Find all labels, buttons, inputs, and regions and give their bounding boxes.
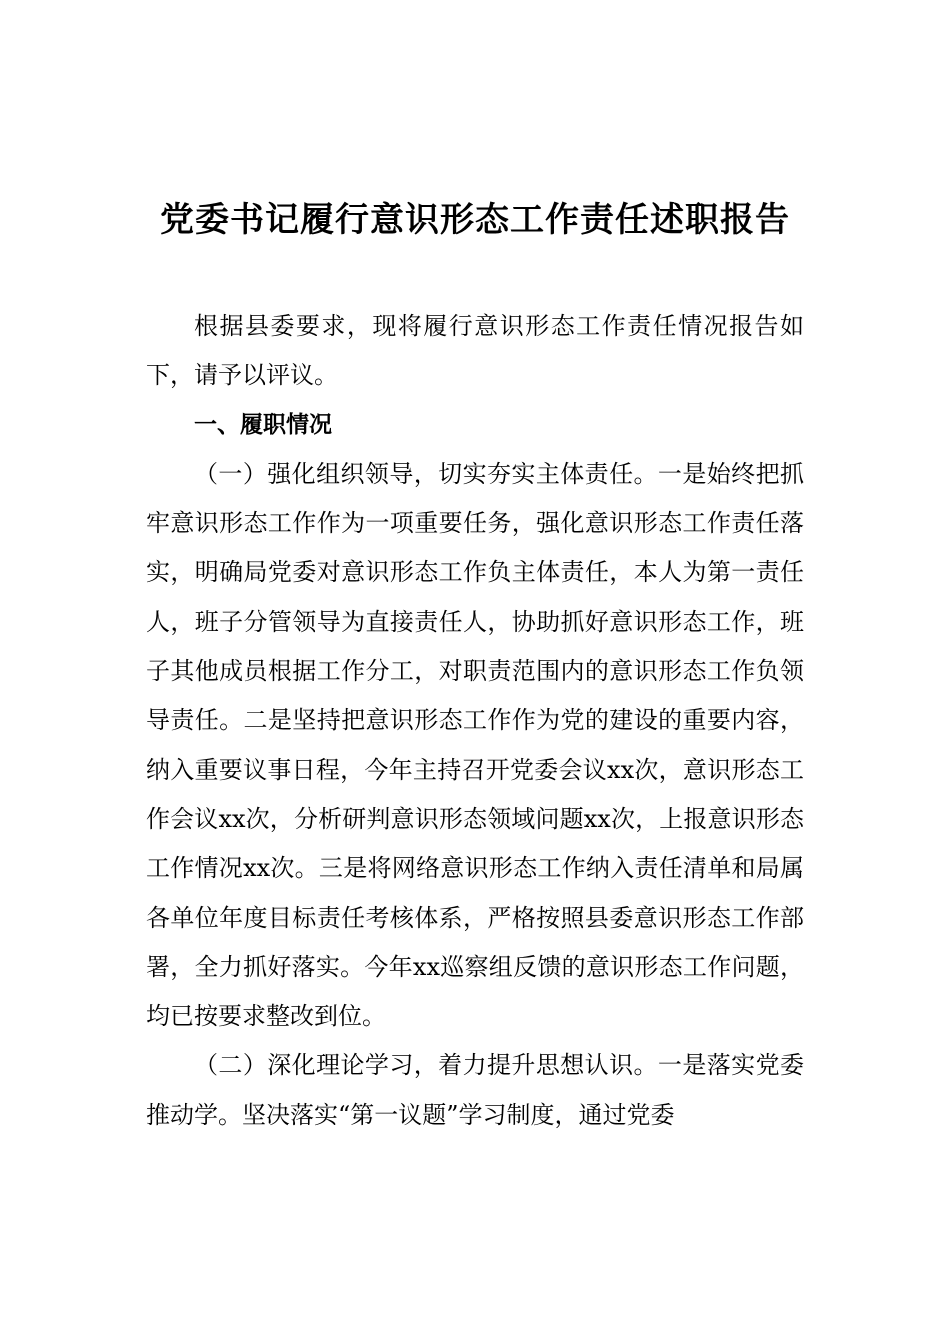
body-paragraph-2: （二）深化理论学习，着力提升思想认识。一是落实党委推动学。坚决落实“第一议题”学习制度，通过党委 bbox=[146, 1051, 804, 1129]
section-heading: 一、履职情况 bbox=[194, 411, 332, 438]
intro-paragraph: 根据县委要求，现将履行意识形态工作责任情况报告如下，请予以评议。 bbox=[146, 312, 804, 390]
document-title: 党委书记履行意识形态工作责任述职报告 bbox=[160, 200, 790, 240]
body-paragraph-1: （一）强化组织领导，切实夯实主体责任。一是始终把抓牢意识形态工作作为一项重要任务，强化意识形态工作责任落实，明确局党委对意识形态工作负主体责任，本人为第一责任人，班子分管领导为直接责任人，协助抓好意识形态工作，班子其他成员根据工作分工，对职责范围内的意识形态工作负领导责任。二是坚持把意识形态工作作为党的建设的重要内容，纳入重要议事日程，今年主持召开党委会议xx次，意识形态工作会议xx次，分析研判意识形态领域问题xx次，上报意识形态工作情况xx次。三是将网络意识形态工作纳入责任清单和局属各单位年度目标责任考核体系，严格按照县委意识形态工作部署，全力抓好落实。今年xx巡察组反馈的意识形态工作问题，均已按要求整改到位。 bbox=[146, 459, 804, 1031]
document-body bbox=[146, 302, 804, 1140]
